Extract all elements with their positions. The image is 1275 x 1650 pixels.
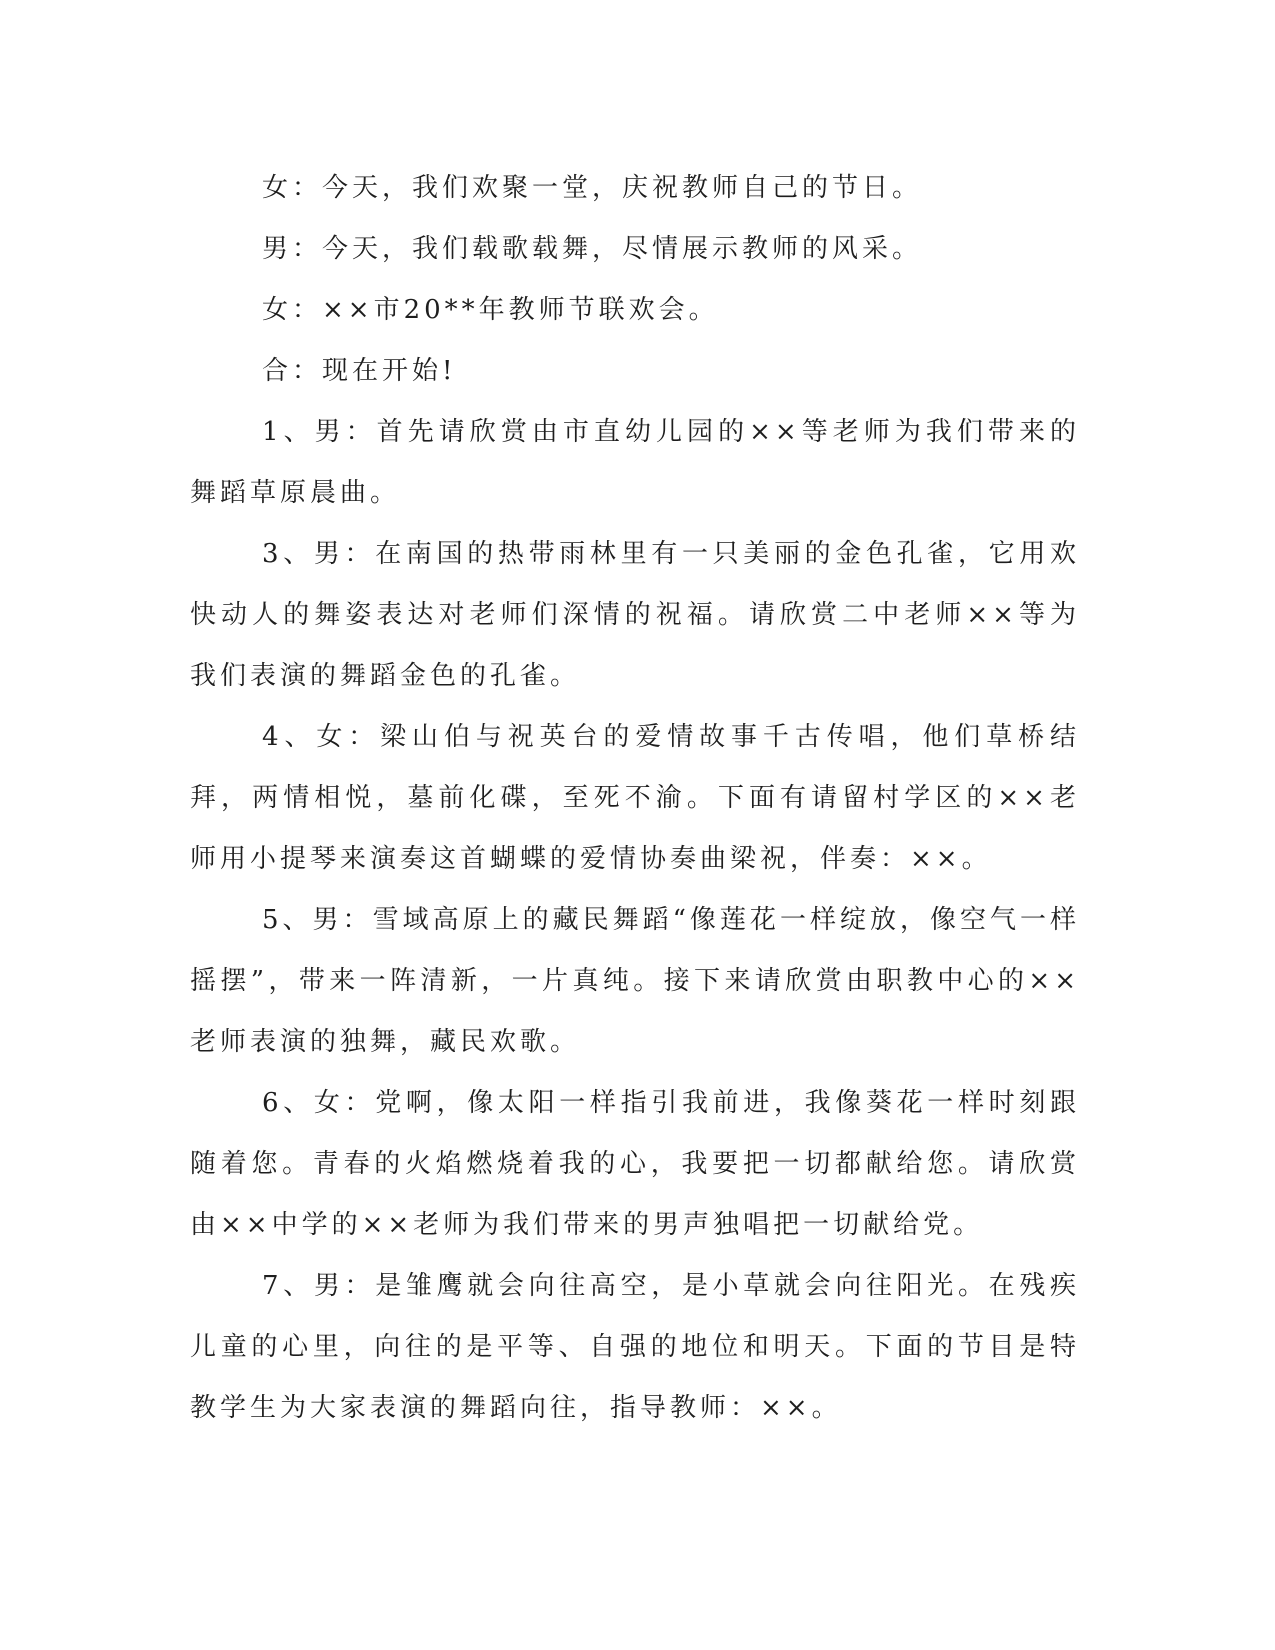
document-body	[190, 158, 1080, 1439]
paragraph: 7、男：是雏鹰就会向往高空，是小草就会向往阳光。在残疾儿童的心里，向往的是平等、自强的地位和明天。下面的节目是特教学生为大家表演的舞蹈向往，指导教师：××。	[190, 1271, 1080, 1423]
paragraph: 男：今天，我们载歌载舞，尽情展示教师的风采。	[262, 234, 923, 264]
paragraph: 3、男：在南国的热带雨林里有一只美丽的金色孔雀，它用欢快动人的舞姿表达对老师们深情的祝福。请欣赏二中老师××等为我们表演的舞蹈金色的孔雀。	[190, 539, 1080, 691]
paragraph: 6、女：党啊，像太阳一样指引我前进，我像葵花一样时刻跟随着您。青春的火焰燃烧着我的心，我要把一切都献给您。请欣赏由××中学的××老师为我们带来的男声独唱把一切献给党。	[190, 1088, 1080, 1240]
paragraph: 1、男：首先请欣赏由市直幼儿园的××等老师为我们带来的舞蹈草原晨曲。	[190, 417, 1080, 508]
paragraph: 4、女：梁山伯与祝英台的爱情故事千古传唱，他们草桥结拜，两情相悦，墓前化碟，至死不渝。下面有请留村学区的××老师用小提琴来演奏这首蝴蝶的爱情协奏曲梁祝，伴奏：××。	[190, 722, 1080, 874]
paragraph: 5、男：雪域高原上的藏民舞蹈“像莲花一样绽放，像空气一样摇摆”，带来一阵清新，一片真纯。接下来请欣赏由职教中心的××老师表演的独舞，藏民欢歌。	[190, 905, 1080, 1057]
paragraph: 女：××市20**年教师节联欢会。	[262, 295, 719, 325]
paragraph: 合：现在开始!	[262, 356, 457, 386]
paragraph: 女：今天，我们欢聚一堂，庆祝教师自己的节日。	[262, 173, 923, 203]
